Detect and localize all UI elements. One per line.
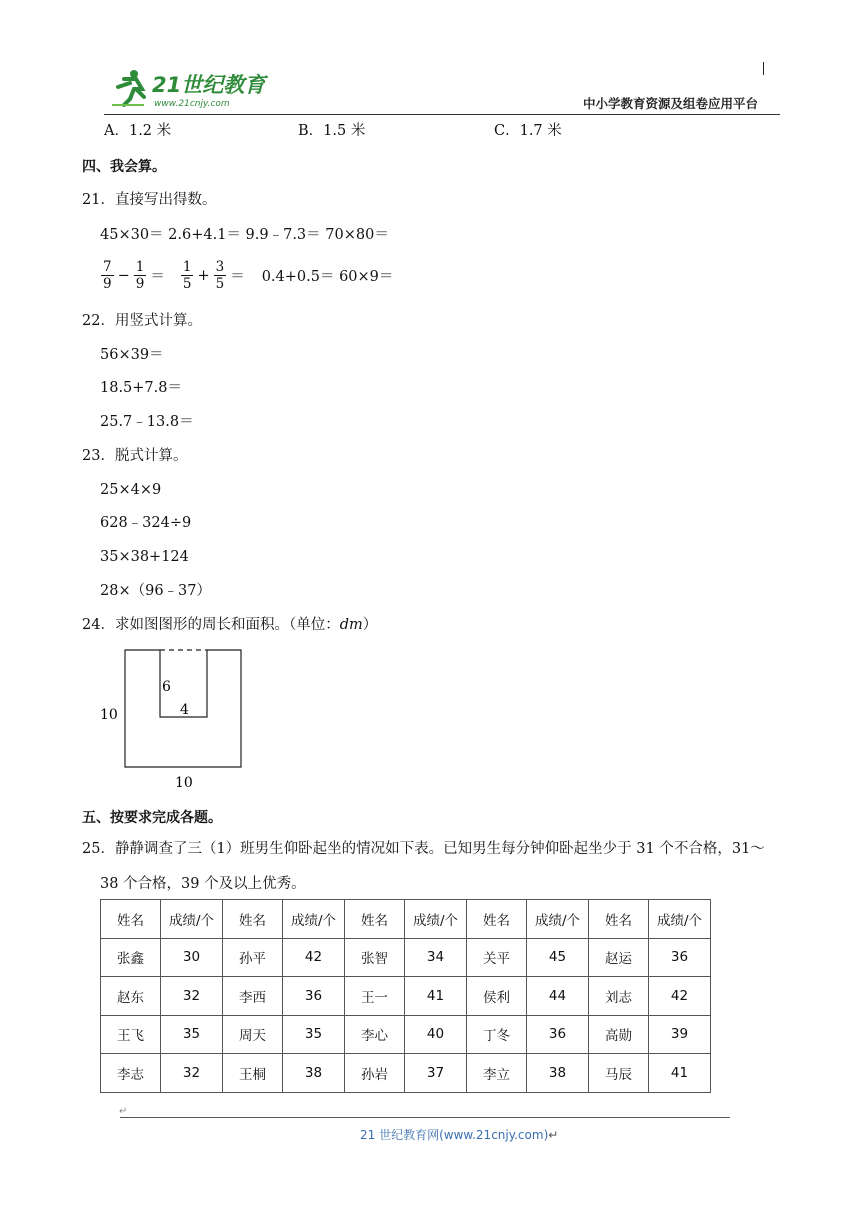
- q22-item: 56×39＝: [100, 347, 164, 363]
- header-rule: [104, 114, 780, 115]
- q22-title: 22．用竖式计算。: [82, 313, 202, 329]
- footer-rule: [120, 1117, 730, 1118]
- q22-item: 18.5+7.8＝: [100, 380, 182, 396]
- name-cell: 王桐: [223, 1054, 283, 1093]
- q21-title: 21．直接写出得数。: [82, 192, 217, 208]
- name-cell: 孙平: [223, 938, 283, 977]
- table-row: [101, 938, 711, 977]
- score-cell: 39: [649, 1015, 711, 1054]
- q21-row1: 45×30＝ 2.6+4.1＝ 9.9﹣7.3＝ 70×80＝: [100, 227, 389, 243]
- name-cell: 李心: [345, 1015, 405, 1054]
- name-cell: 关平: [467, 938, 527, 977]
- fraction: $\frac{3}{5}$: [215, 259, 225, 292]
- section-4-heading: 四、我会算。: [82, 159, 166, 175]
- fraction: $\frac{1}{9}$: [135, 259, 145, 292]
- score-cell: 35: [283, 1015, 345, 1054]
- name-cell: 王一: [345, 977, 405, 1016]
- footer-mark-left: ↵: [119, 1106, 128, 1117]
- score-cell: 32: [161, 977, 223, 1016]
- score-cell: 34: [405, 938, 467, 977]
- q23-title: 23．脱式计算。: [82, 448, 188, 464]
- score-cell: 38: [527, 1054, 589, 1093]
- table-row: [101, 1015, 711, 1054]
- q23-item: 35×38+124: [100, 549, 189, 565]
- name-cell: 赵运: [589, 938, 649, 977]
- name-cell: 李西: [223, 977, 283, 1016]
- header-cell: 姓名: [467, 900, 527, 939]
- name-cell: 赵东: [101, 977, 161, 1016]
- score-cell: 42: [649, 977, 711, 1016]
- fraction: $\frac{1}{5}$: [182, 259, 192, 292]
- score-cell: 36: [283, 977, 345, 1016]
- plus-sign: +: [197, 267, 210, 284]
- equals-sign: ＝: [150, 269, 165, 285]
- score-cell: 40: [405, 1015, 467, 1054]
- unit: dm: [339, 617, 363, 633]
- score-cell: 44: [527, 977, 589, 1016]
- platform-name: 中小学教育资源及组卷应用平台: [583, 96, 759, 111]
- header-cell: 姓名: [223, 900, 283, 939]
- name-cell: 王飞: [101, 1015, 161, 1054]
- label-left: 10: [100, 707, 118, 723]
- minus-sign: −: [117, 267, 130, 284]
- logo-21cnjy: [104, 65, 284, 111]
- option-c: C．1.7 米: [494, 123, 562, 139]
- q24-title: 24．求如图图形的周长和面积。（单位：dm）: [82, 617, 378, 633]
- name-cell: 刘志: [589, 977, 649, 1016]
- name-cell: 李志: [101, 1054, 161, 1093]
- score-cell: 37: [405, 1054, 467, 1093]
- name-cell: 丁冬: [467, 1015, 527, 1054]
- footer-text: 21 世纪教育网(www.21cnjy.com)↵: [360, 1128, 559, 1142]
- label-inner-height: 6: [162, 679, 171, 695]
- q23-item: 628﹣324÷9: [100, 515, 192, 531]
- header-cell: 成绩/个: [161, 900, 223, 939]
- option-a: A．1.2 米: [104, 123, 172, 139]
- section-5-heading: 五、按要求完成各题。: [82, 810, 222, 826]
- header-cell: 成绩/个: [649, 900, 711, 939]
- score-cell: 41: [405, 977, 467, 1016]
- score-cell: 45: [527, 938, 589, 977]
- logo-url: www.21cnjy.com: [154, 99, 230, 109]
- label-bottom: 10: [175, 775, 193, 791]
- score-cell: 42: [283, 938, 345, 977]
- header-cell: 成绩/个: [527, 900, 589, 939]
- name-cell: 张智: [345, 938, 405, 977]
- fraction: $\frac{7}{9}$: [103, 259, 112, 292]
- q23-item: 25×4×9: [100, 482, 162, 498]
- q23-item: 28×（96﹣37）: [100, 583, 212, 599]
- score-cell: 41: [649, 1054, 711, 1093]
- q25-line2: 38 个合格，39 个及以上优秀。: [100, 876, 306, 892]
- score-table: [100, 899, 711, 1093]
- runner-icon: [112, 70, 144, 105]
- name-cell: 高勋: [589, 1015, 649, 1054]
- q25-line1: 25．静静调查了三（1）班男生仰卧起坐的情况如下表。已知男生每分钟仰卧起坐少于 31 个不合格，31～: [82, 841, 765, 857]
- name-cell: 孙岩: [345, 1054, 405, 1093]
- q21-row2: [100, 259, 393, 292]
- header-cell: 姓名: [345, 900, 405, 939]
- score-cell: 32: [161, 1054, 223, 1093]
- header-cell: 姓名: [589, 900, 649, 939]
- header-cell: 姓名: [101, 900, 161, 939]
- table-row: [101, 1054, 711, 1093]
- logo-title: 21世纪教育: [152, 73, 266, 97]
- option-b: B．1.5 米: [298, 123, 366, 139]
- table-row: [101, 977, 711, 1016]
- name-cell: 张鑫: [101, 938, 161, 977]
- label-inner-width: 4: [180, 702, 189, 718]
- q22-item: 25.7﹣13.8＝: [100, 414, 194, 430]
- name-cell: 周天: [223, 1015, 283, 1054]
- score-cell: 36: [527, 1015, 589, 1054]
- score-cell: 35: [161, 1015, 223, 1054]
- equals-sign: ＝: [230, 269, 245, 285]
- header-cell: 成绩/个: [405, 900, 467, 939]
- table-header-row: [101, 900, 711, 939]
- score-cell: 36: [649, 938, 711, 977]
- name-cell: 侯利: [467, 977, 527, 1016]
- shape-figure: [96, 646, 256, 794]
- score-cell: 38: [283, 1054, 345, 1093]
- name-cell: 马辰: [589, 1054, 649, 1093]
- header-cell: 成绩/个: [283, 900, 345, 939]
- name-cell: 李立: [467, 1054, 527, 1093]
- q21-row2-rest: 0.4+0.5＝ 60×9＝: [261, 269, 394, 285]
- corner-mark: [763, 62, 764, 75]
- score-cell: 30: [161, 938, 223, 977]
